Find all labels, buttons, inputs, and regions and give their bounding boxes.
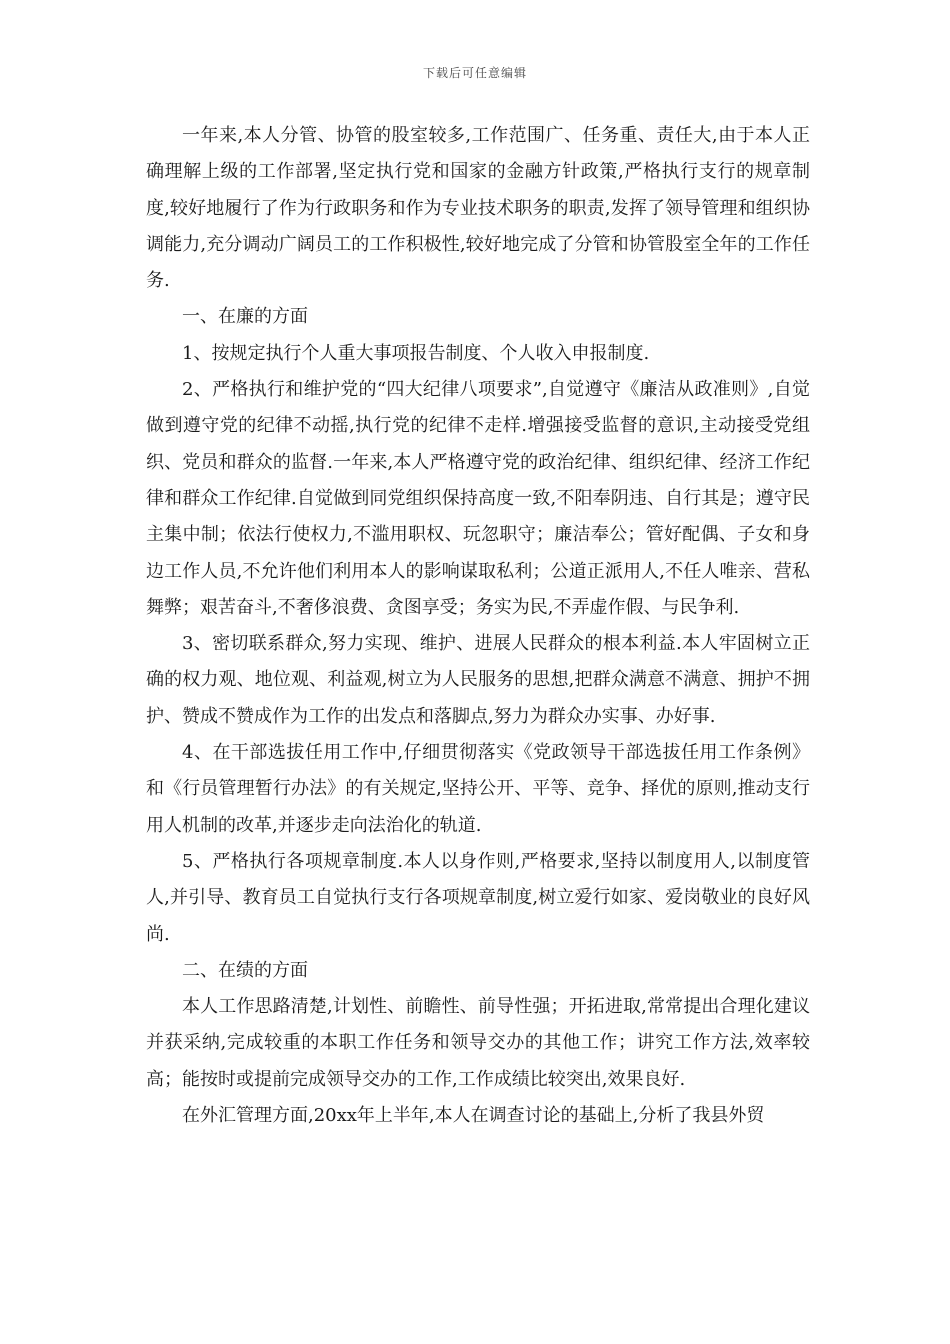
paragraph-performance: 本人工作思路清楚,计划性、前瞻性、前导性强；开拓进取,常常提出合理化建议并获采纳,完成较重的本职工作任务和领导交办的其他工作；讲究工作方法,效率较高；能按时或提前完成领导交办的工作,工作成绩比较突出,效果良好. [146, 996, 810, 1090]
paragraph-item-4: 4、在干部选拔任用工作中,仔细贯彻落实《党政领导干部选拔任用工作条例》和《行员管理暂行办法》的有关规定,坚持公开、平等、竞争、择优的原则,推动支行用人机制的改革,并逐步走向法治化的轨道. [146, 742, 810, 836]
paragraph-forex: 在外汇管理方面,20xx年上半年,本人在调查讨论的基础上,分析了我县外贸 [182, 1105, 765, 1127]
document-body [146, 118, 810, 1134]
page-header: 下载后可任意编辑 [422, 66, 527, 80]
paragraph-item-1: 1、按规定执行个人重大事项报告制度、个人收入申报制度. [182, 342, 650, 364]
paragraph-item-2: 2、严格执行和维护党的“四大纪律八项要求”,自觉遵守《廉洁从政准则》,自觉做到遵守党的纪律不动摇,执行党的纪律不走样.增强接受监督的意识,主动接受党组织、党员和群众的监督.一年来,本人严格遵守党的政治纪律、组织纪律、经济工作纪律和群众工作纪律.自觉做到同党组织保持高度一致,不阳奉阴违、自行其是；遵守民主集中制；依法行使权力,不滥用职权、玩忽职守；廉洁奉公；管好配偶、子女和身边工作人员,不允许他们利用本人的影响谋取私利；公道正派用人,不任人唯亲、营私舞弊；艰苦奋斗,不奢侈浪费、贪图享受；务实为民,不弄虚作假、与民争利. [146, 379, 810, 618]
section-heading-integrity: 一、在廉的方面 [182, 306, 308, 328]
section-heading-performance: 二、在绩的方面 [182, 959, 308, 981]
paragraph-item-3: 3、密切联系群众,努力实现、维护、进展人民群众的根本利益.本人牢固树立正确的权力观、地位观、利益观,树立为人民服务的思想,把群众满意不满意、拥护不拥护、赞成不赞成作为工作的出发点和落脚点,努力为群众办实事、办好事. [146, 633, 810, 727]
paragraph-item-5: 5、严格执行各项规章制度.本人以身作则,严格要求,坚持以制度用人,以制度管人,并引导、教育员工自觉执行支行各项规章制度,树立爱行如家、爱岗敬业的良好风尚. [146, 850, 810, 945]
paragraph-intro: 一年来,本人分管、协管的股室较多,工作范围广、任务重、责任大,由于本人正确理解上级的工作部署,坚定执行党和国家的金融方针政策,严格执行支行的规章制度,较好地履行了作为行政职务和作为专业技术职务的职责,发挥了领导管理和组织协调能力,充分调动广阔员工的工作积极性,较好地完成了分管和协管股室全年的工作任务. [146, 125, 810, 292]
